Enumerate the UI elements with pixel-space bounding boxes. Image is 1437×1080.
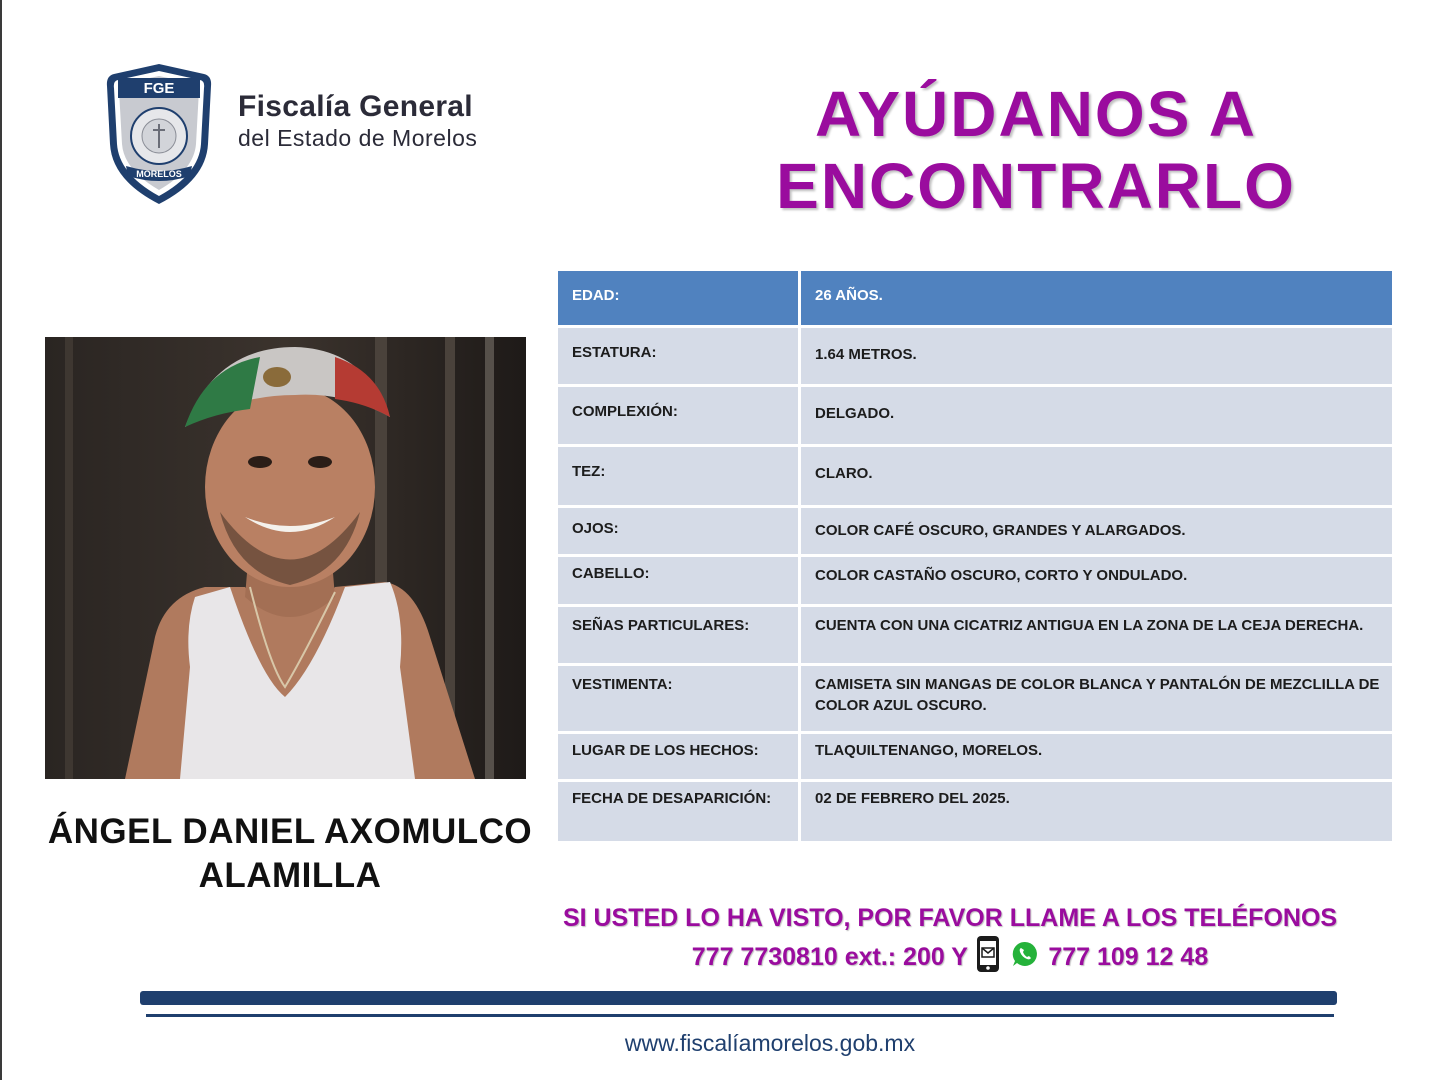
details-value: COLOR CAFÉ OSCURO, GRANDES Y ALARGADOS.	[801, 508, 1392, 554]
headline-line2: ENCONTRARLO	[776, 150, 1296, 222]
person-name-line2: ALAMILLA	[198, 856, 382, 895]
details-label: LUGAR DE LOS HECHOS:	[558, 734, 798, 779]
badge-bottom-text: MORELOS	[136, 169, 182, 179]
details-label: ESTATURA:	[558, 328, 798, 384]
details-value: CUENTA CON UNA CICATRIZ ANTIGUA EN LA ZONA DE LA CEJA DERECHA.	[801, 607, 1392, 663]
details-label: CABELLO:	[558, 557, 798, 604]
page-edge-rule	[0, 0, 2, 1080]
details-value: CLARO.	[801, 447, 1392, 505]
details-row-build	[558, 387, 1392, 444]
org-name	[238, 90, 477, 152]
details-label: COMPLEXIÓN:	[558, 387, 798, 444]
details-row-location	[558, 734, 1392, 779]
details-value: 26 AÑOS.	[801, 271, 1392, 325]
details-value: 02 DE FEBRERO DEL 2025.	[801, 782, 1392, 841]
details-row-date	[558, 782, 1392, 841]
missing-person-photo	[45, 337, 526, 779]
org-name-line2: del Estado de Morelos	[238, 125, 478, 151]
details-row-hair	[558, 557, 1392, 604]
details-label: SEÑAS PARTICULARES:	[558, 607, 798, 663]
headline-line1: AYÚDANOS A	[815, 78, 1257, 150]
footer-divider-thick	[140, 991, 1337, 1005]
call-to-action	[540, 902, 1360, 982]
website-link[interactable]: www.fiscalíamorelos.gob.mx	[624, 1030, 916, 1056]
details-row-clothing	[558, 666, 1392, 731]
cta-line1: SI USTED LO HA VISTO, POR FAVOR LLAME A LOS TELÉFONOS	[562, 904, 1338, 932]
headline	[700, 78, 1372, 222]
footer-divider-thin	[146, 1014, 1334, 1017]
details-label: EDAD:	[558, 271, 798, 325]
badge-top-text: FGE	[143, 80, 175, 97]
phone-number-1[interactable]: 777 7730810 ext.: 200 Y	[691, 943, 968, 972]
org-name-line1: Fiscalía General	[238, 90, 473, 123]
details-value: CAMISETA SIN MANGAS DE COLOR BLANCA Y PANTALÓN DE MEZCLILLA DE COLOR AZUL OSCURO.	[801, 666, 1392, 731]
details-value: COLOR CASTAÑO OSCURO, CORTO Y ONDULADO.	[801, 557, 1392, 604]
missing-person-name	[40, 810, 540, 898]
details-label: VESTIMENTA:	[558, 666, 798, 731]
phone-number-2[interactable]: 777 109 12 48	[1048, 943, 1209, 972]
person-details-table	[558, 271, 1392, 844]
details-row-marks	[558, 607, 1392, 663]
details-label: TEZ:	[558, 447, 798, 505]
whatsapp-icon	[1011, 940, 1039, 977]
details-value: TLAQUILTENANGO, MORELOS.	[801, 734, 1392, 779]
fge-badge-logo	[104, 62, 214, 206]
person-name-line1: ÁNGEL DANIEL AXOMULCO	[47, 812, 533, 851]
details-row-eyes	[558, 508, 1392, 554]
mobile-phone-icon	[976, 935, 1000, 982]
cta-line2	[540, 935, 1360, 982]
details-label: OJOS:	[558, 508, 798, 554]
details-value: DELGADO.	[801, 387, 1392, 444]
details-value: 1.64 METROS.	[801, 328, 1392, 384]
details-row-skin	[558, 447, 1392, 505]
details-row-age	[558, 271, 1392, 325]
details-label: FECHA DE DESAPARICIÓN:	[558, 782, 798, 841]
details-row-height	[558, 328, 1392, 384]
